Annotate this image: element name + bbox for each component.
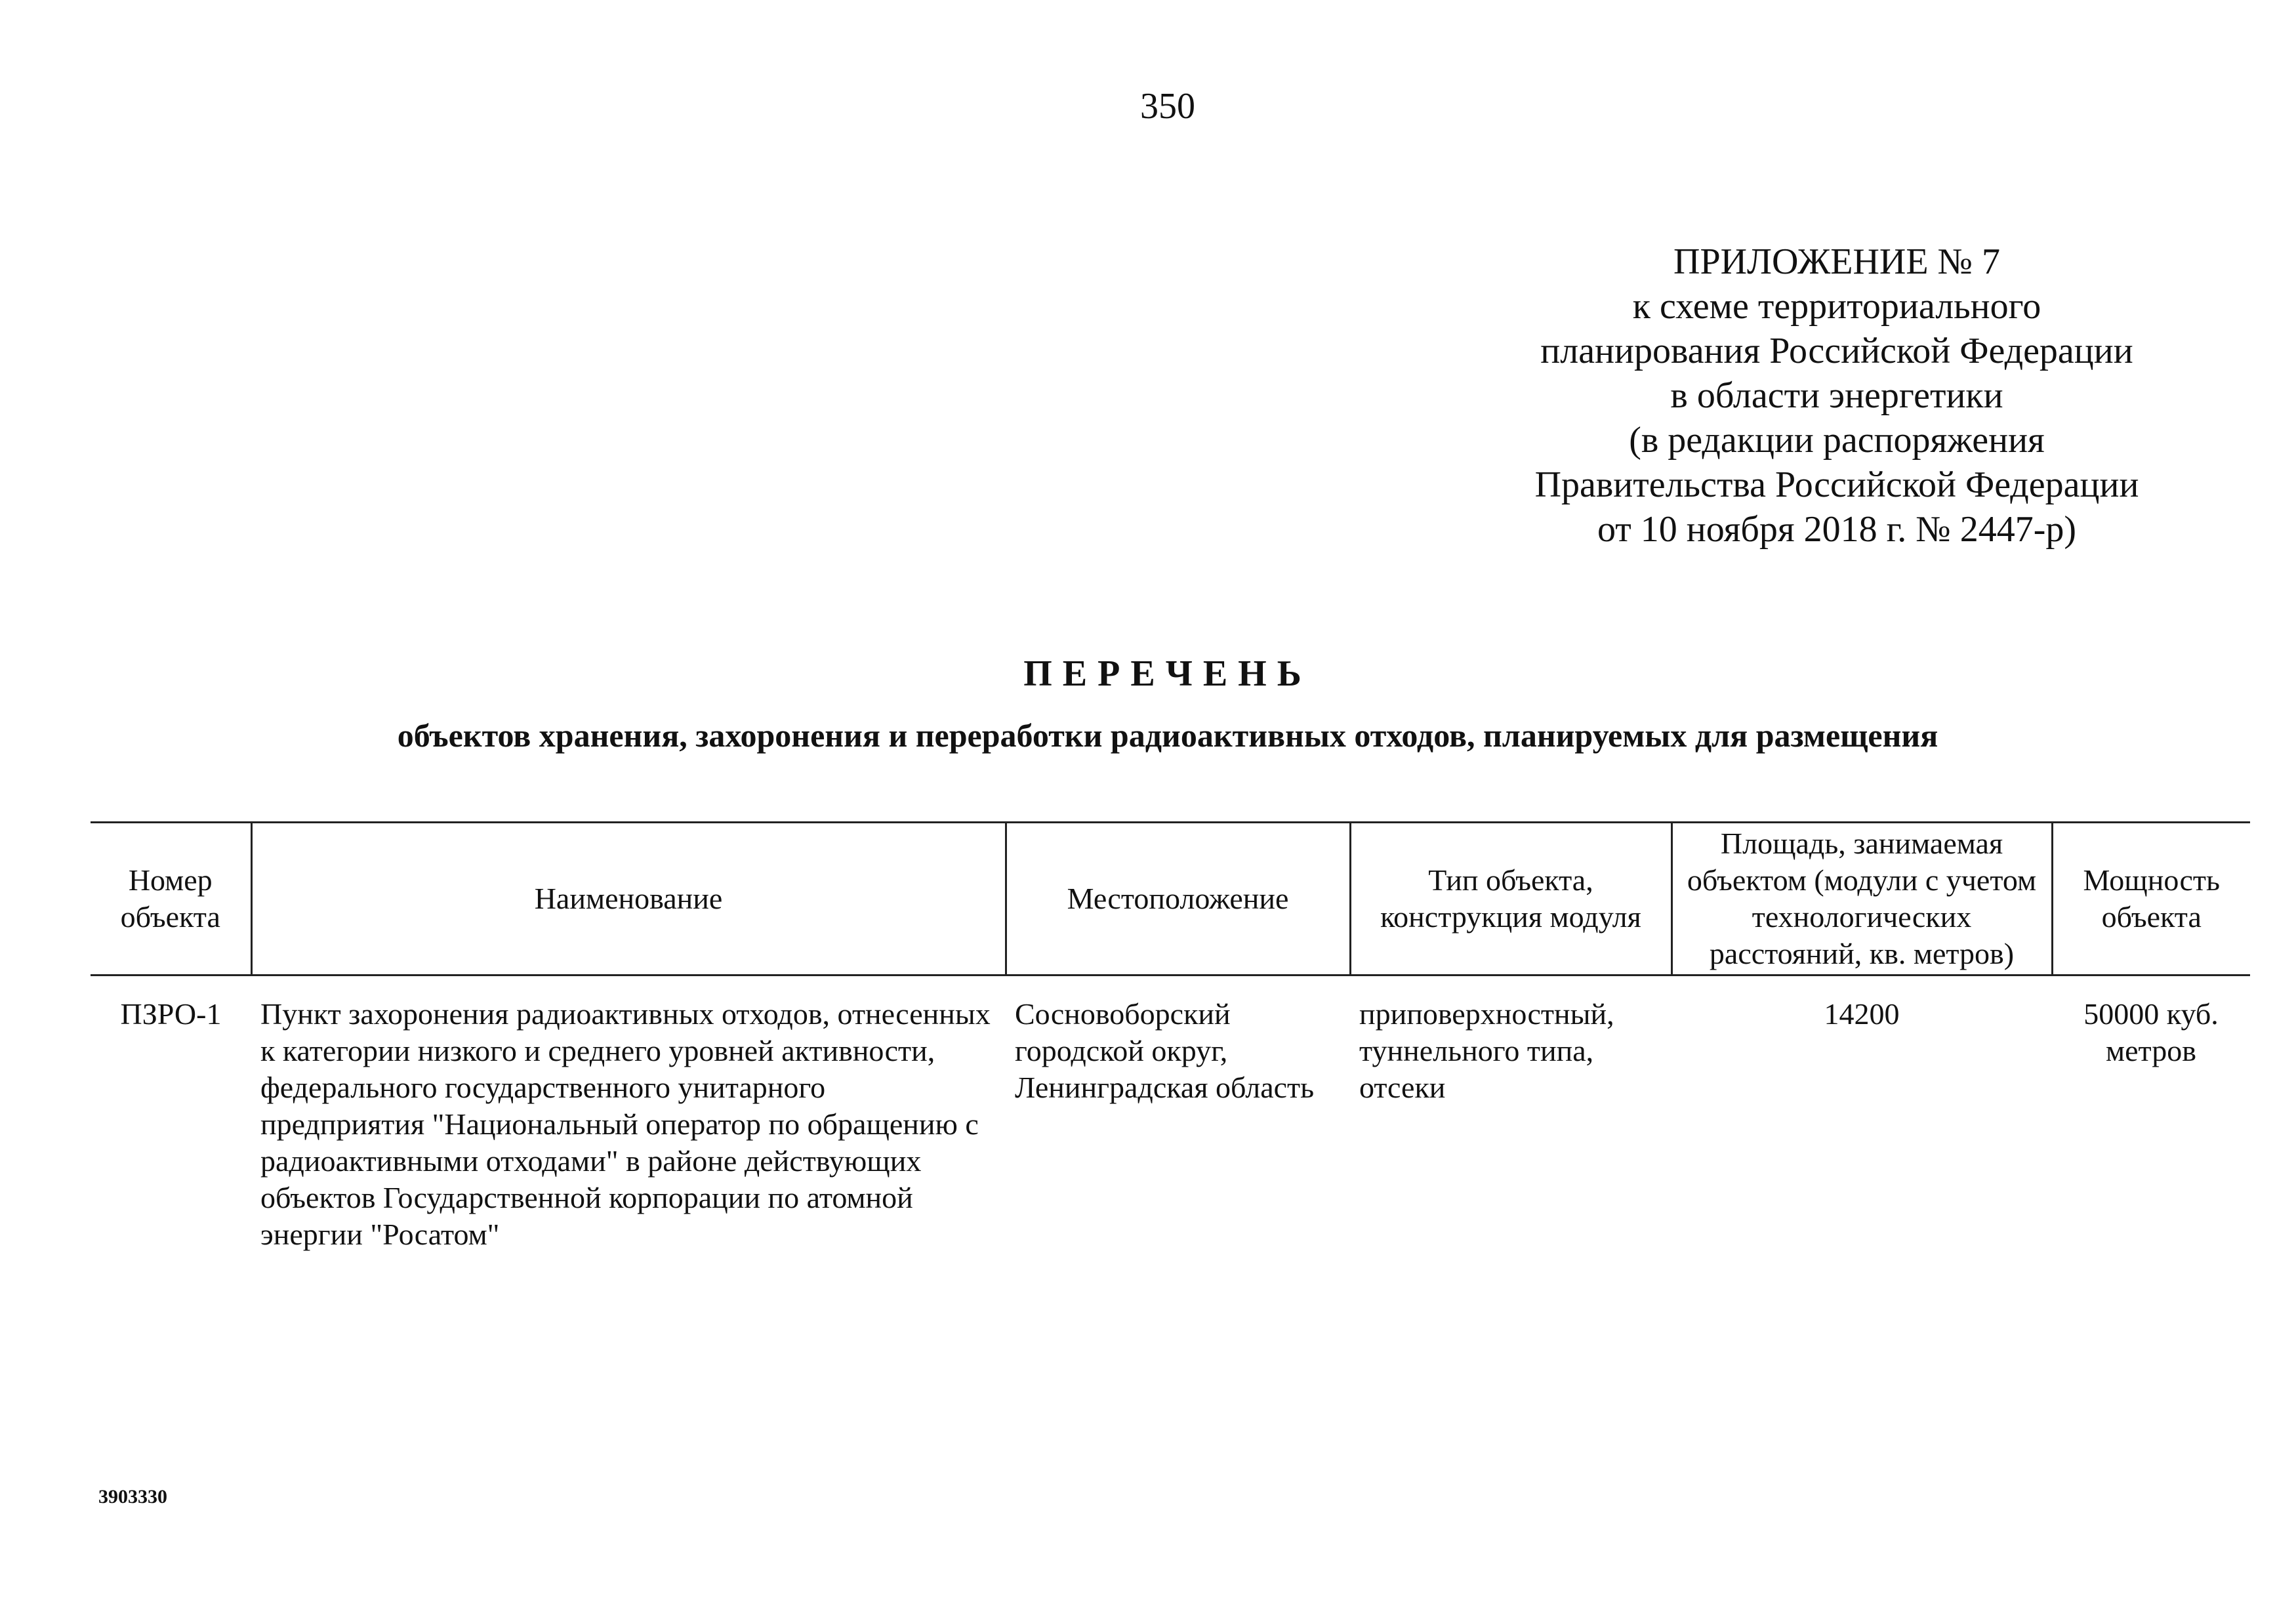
cell-type: приповерхностный, туннельного типа, отсеки [1359,997,1614,1104]
cell-name: Пункт захоронения радиоактивных отходов, отнесенных к категории низкого и среднего уровней активности, федерального государственного унитарного предприятия "Национальный оператор по обращению с радиоактивными отходами" в районе действующих объектов Государственной корпорации по атомной энергии "Росатом" [260,997,991,1251]
appendix-line: в области энергетики [1670,375,2003,416]
appendix-line: от 10 ноября 2018 г. № 2447-р) [1597,509,2077,550]
header-capacity: Мощность объекта [2052,823,2250,976]
cell-number: ПЗРО-1 [120,997,222,1031]
table-row [91,976,2250,1254]
document-title: ПЕРЕЧЕНЬ [1023,653,1312,694]
appendix-line: ПРИЛОЖЕНИЕ № 7 [1673,241,2000,282]
cell-area: 14200 [1824,997,1900,1031]
cell-capacity: 50000 куб. метров [2083,997,2219,1067]
page-number: 350 [1140,86,1195,127]
appendix-line: к схеме территориального [1632,286,2041,327]
header-type: Тип объекта, конструкция модуля [1350,823,1671,976]
header-area: Площадь, занимаемая объектом (модули с учетом технологических расстояний, кв. метров) [1671,823,2052,976]
document-subtitle: объектов хранения, захоронения и переработки радиоактивных отходов, планируемых для размещения [397,717,1938,754]
document-code: 3903330 [98,1486,167,1508]
header-number: Номер объекта [91,823,251,976]
appendix-line: (в редакции распоряжения [1629,420,2045,461]
appendix-line: Правительства Российской Федерации [1534,464,2139,505]
cell-location: Сосновоборский городской округ, Ленинградская область [1015,997,1315,1104]
objects-table [91,821,2250,1253]
appendix-block [1443,239,2230,552]
header-location: Местоположение [1006,823,1350,976]
header-name: Наименование [251,823,1006,976]
appendix-line: планирования Российской Федерации [1540,331,2133,371]
table-header-row [91,823,2250,976]
